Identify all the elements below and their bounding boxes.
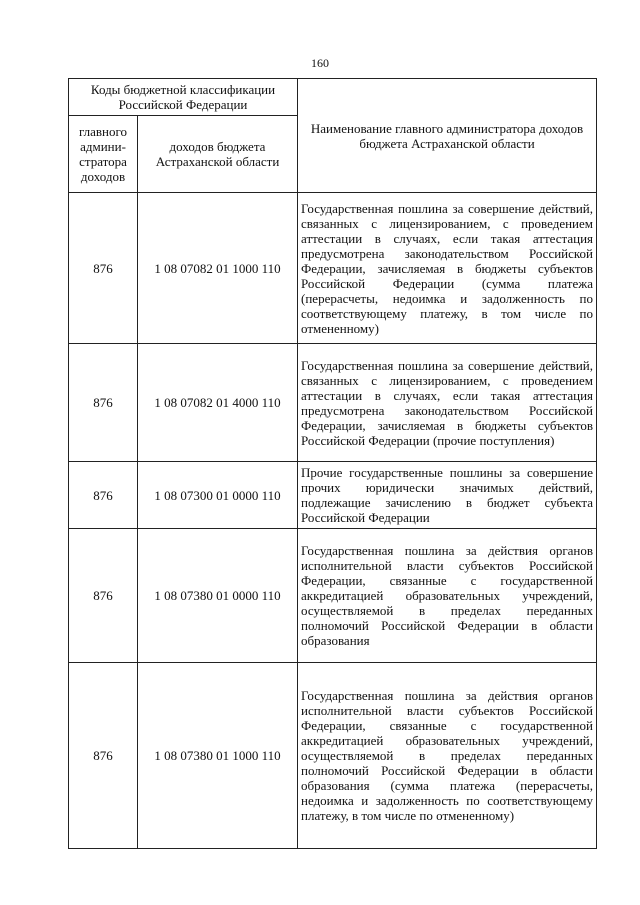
- admin-code-cell: 876: [69, 193, 138, 344]
- page-number: 160: [311, 56, 329, 70]
- description-cell: Государственная пошлина за действия органов исполнительной власти субъектов Российской Федерации, связанные с государственной аккредитацией образовательных учреждений, осуществляемой в пределах переданных полномочий Российской Федерации в области образования (сумма платежа (перерасчеты, недоимка и задолженность по соответствующему платежу, в том числе по отмененному): [298, 663, 597, 849]
- table-row: [69, 344, 597, 462]
- table-row: [69, 529, 597, 663]
- table-row: [69, 193, 597, 344]
- admin-code-cell: 876: [69, 663, 138, 849]
- description-cell: Государственная пошлина за совершение действий, связанных с лицензированием, с проведением аттестации в случаях, если такая аттестация предусмотрена законодательством Российской Федерации, зачисляемая в бюджеты субъектов Российской Федерации (сумма платежа (перерасчеты, недоимка и задолженность по соответствующему платежу, в том числе по отмененному): [298, 193, 597, 344]
- income-code-cell: 1 08 07082 01 1000 110: [138, 193, 298, 344]
- income-code-cell: 1 08 07300 01 0000 110: [138, 462, 298, 529]
- budget-classification-table: [68, 78, 597, 849]
- admin-code-cell: 876: [69, 344, 138, 462]
- income-code-cell: 1 08 07380 01 0000 110: [138, 529, 298, 663]
- header-budget-codes: Коды бюджетной классификации Российской Федерации: [69, 79, 298, 116]
- income-code-cell: 1 08 07380 01 1000 110: [138, 663, 298, 849]
- header-administrator-name: Наименование главного администратора доходов бюджета Астраханской области: [298, 79, 597, 193]
- admin-code-cell: 876: [69, 462, 138, 529]
- header-income-code: доходов бюджета Астраханской области: [138, 116, 298, 193]
- income-code-cell: 1 08 07082 01 4000 110: [138, 344, 298, 462]
- table-row: [69, 663, 597, 849]
- admin-code-cell: 876: [69, 529, 138, 663]
- description-cell: Прочие государственные пошлины за совершение прочих юридически значимых действий, подлежащие зачислению в бюджет субъекта Российской Федерации: [298, 462, 597, 529]
- description-cell: Государственная пошлина за совершение действий, связанных с лицензированием, с проведением аттестации в случаях, если такая аттестация предусмотрена законодательством Российской Федерации, зачисляемая в бюджеты субъектов Российской Федерации (прочие поступления): [298, 344, 597, 462]
- table-row: [69, 462, 597, 529]
- header-main-administrator: главного админи-стратора доходов: [69, 116, 138, 193]
- description-cell: Государственная пошлина за действия органов исполнительной власти субъектов Российской Федерации, связанные с государственной аккредитацией образовательных учреждений, осуществляемой в пределах переданных полномочий Российской Федерации в области образования: [298, 529, 597, 663]
- table-header-row: [69, 79, 597, 116]
